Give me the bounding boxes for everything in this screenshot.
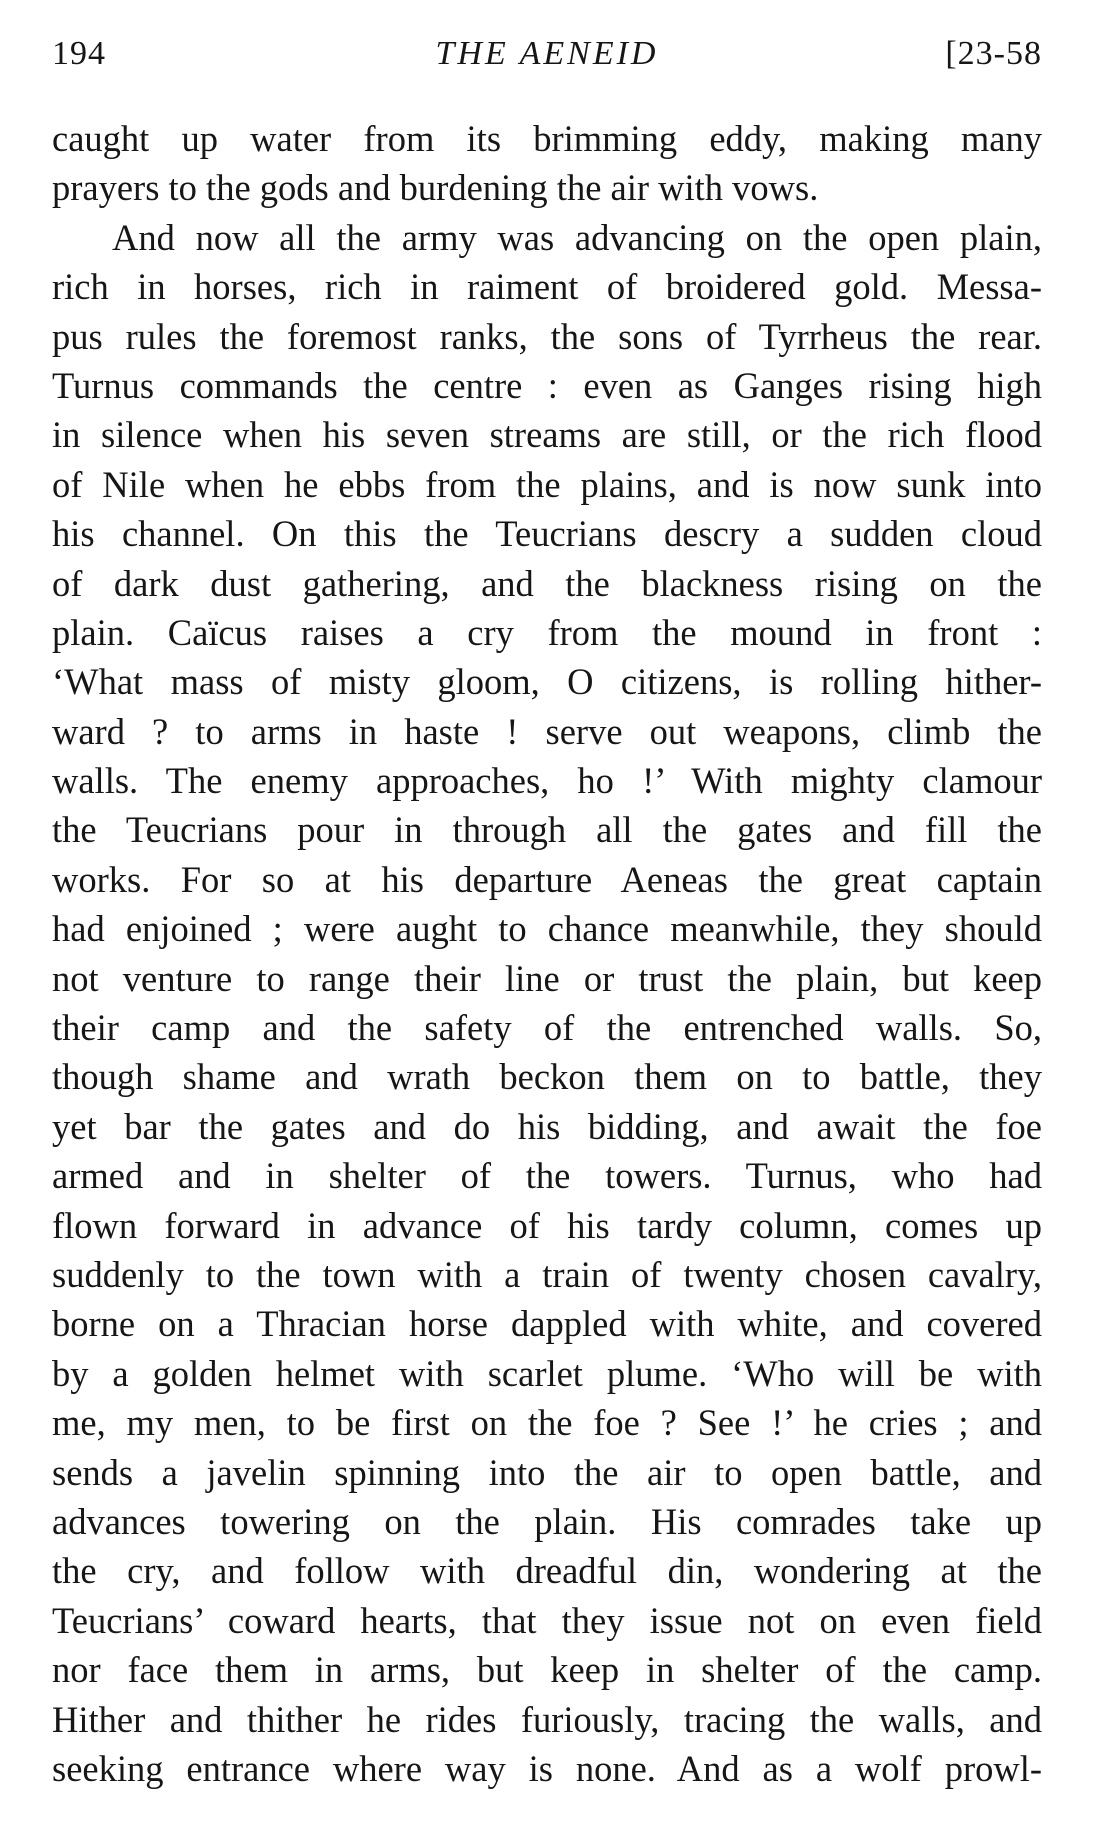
- text-line: had enjoined ; were aught to chance meanwhile, they should: [52, 908, 1042, 950]
- text-line: pus rules the foremost ranks, the sons of Tyrrheus the rear.: [52, 315, 1042, 357]
- text-line: nor face them in arms, but keep in shelter of the camp.: [52, 1649, 1042, 1691]
- text-line: prayers to the gods and burdening the air with vows.: [52, 167, 819, 209]
- text-line: walls. The enemy approaches, ho !’ With mighty clamour: [52, 760, 1042, 802]
- body-text: [52, 114, 1042, 1793]
- text-line: not venture to range their line or trust the plain, but keep: [52, 957, 1042, 999]
- text-line: works. For so at his departure Aeneas the great captain: [52, 858, 1042, 900]
- text-line: by a golden helmet with scarlet plume. ‘Who will be with: [52, 1352, 1042, 1394]
- text-line: sends a javelin spinning into the air to open battle, and: [52, 1451, 1042, 1493]
- text-line: suddenly to the town with a train of twenty chosen cavalry,: [52, 1253, 1042, 1295]
- page-number: 194: [52, 35, 106, 72]
- text-line: his channel. On this the Teucrians descry a sudden cloud: [52, 513, 1042, 555]
- text-line: in silence when his seven streams are still, or the rich flood: [52, 414, 1042, 456]
- book-title: THE AENEID: [435, 35, 659, 72]
- book-page: [52, 0, 1042, 1840]
- text-line: borne on a Thracian horse dappled with white, and covered: [52, 1303, 1042, 1345]
- text-line: Turnus commands the centre : even as Ganges rising high: [52, 364, 1042, 406]
- text-line: of Nile when he ebbs from the plains, and is now sunk into: [52, 463, 1042, 505]
- text-line: Teucrians’ coward hearts, that they issue not on even field: [52, 1599, 1042, 1641]
- text-line: the cry, and follow with dreadful din, wondering at the: [52, 1550, 1042, 1592]
- text-line: of dark dust gathering, and the blackness rising on the: [52, 562, 1042, 604]
- text-line: ward ? to arms in haste ! serve out weapons, climb the: [52, 710, 1042, 752]
- text-line: rich in horses, rich in raiment of broidered gold. Messa-: [52, 266, 1042, 308]
- text-line: ‘What mass of misty gloom, O citizens, is rolling hither-: [52, 661, 1042, 703]
- text-line: their camp and the safety of the entrenched walls. So,: [52, 1007, 1042, 1049]
- line-range: [23-58: [945, 35, 1042, 72]
- text-line: though shame and wrath beckon them on to battle, they: [52, 1056, 1042, 1098]
- text-line: me, my men, to be first on the foe ? See !’ he cries ; and: [52, 1402, 1042, 1444]
- text-line: caught up water from its brimming eddy, making many: [52, 118, 1042, 159]
- text-line: And now all the army was advancing on the open plain,: [112, 216, 1042, 258]
- text-line: advances towering on the plain. His comrades take up: [52, 1500, 1042, 1542]
- text-line: Hither and thither he rides furiously, tracing the walls, and: [52, 1698, 1042, 1740]
- text-line: flown forward in advance of his tardy column, comes up: [52, 1204, 1042, 1246]
- text-line: armed and in shelter of the towers. Turnus, who had: [52, 1155, 1042, 1197]
- text-line: seeking entrance where way is none. And as a wolf prowl-: [52, 1747, 1042, 1789]
- text-line: yet bar the gates and do his bidding, and await the foe: [52, 1105, 1042, 1147]
- running-head: [52, 30, 1042, 78]
- text-line: the Teucrians pour in through all the gates and fill the: [52, 809, 1042, 851]
- text-line: plain. Caïcus raises a cry from the mound in front :: [52, 611, 1042, 653]
